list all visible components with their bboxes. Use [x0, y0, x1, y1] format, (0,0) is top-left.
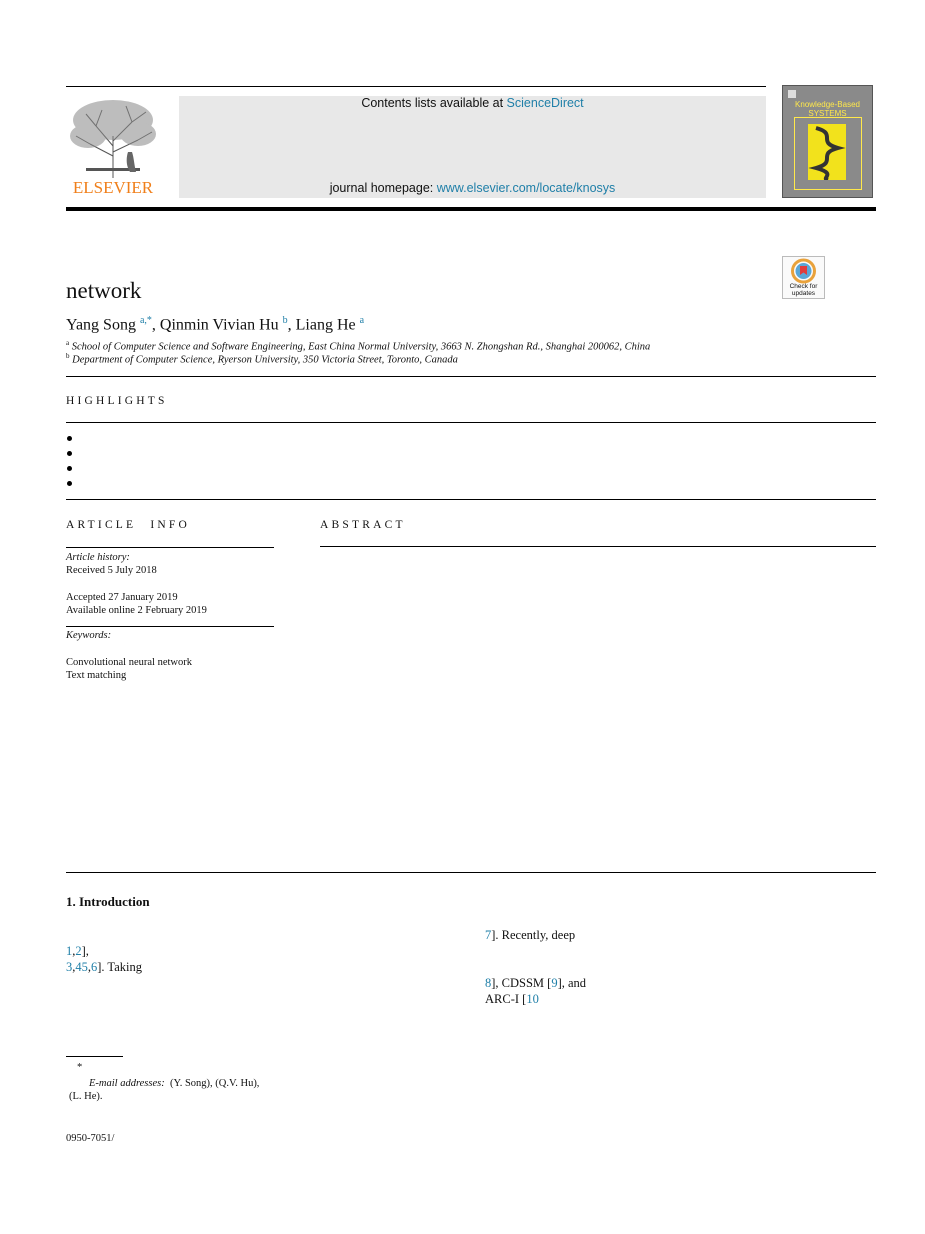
divider — [66, 872, 876, 873]
article-title: network — [66, 278, 142, 303]
article-info-heading: ARTICLE INFO — [66, 519, 190, 531]
citation-link[interactable]: 9 — [551, 976, 558, 990]
cover-title-1: Knowledge-Based — [795, 100, 860, 109]
intro-left-line: 3,45,6]. Taking — [66, 960, 142, 974]
journal-homepage-line: journal homepage: www.elsevier.com/locate/knosys — [329, 181, 616, 195]
highlight-bullet — [67, 451, 72, 456]
cover-logo-icon — [788, 90, 796, 98]
online-date: Available online 2 February 2019 — [66, 605, 207, 616]
intro-left-line: 1,2], — [66, 944, 89, 958]
highlight-bullet — [67, 466, 72, 471]
header-top-rule — [66, 86, 766, 87]
citation-link[interactable]: 8 — [485, 976, 492, 990]
divider — [66, 422, 876, 423]
elsevier-wordmark: ELSEVIER — [72, 178, 154, 197]
affiliation: $^a$ School of Computer Science and Software Engineering, East China Normal University, 3663 N. Zhongshan Rd., Shanghai 200062, China — [66, 339, 651, 353]
accepted-date: Accepted 27 January 2019 — [66, 592, 178, 603]
footnote-rule — [66, 1056, 123, 1057]
highlight-bullet — [67, 481, 72, 486]
author-name: Liang He — [295, 316, 356, 334]
keywords-label: Keywords: — [66, 630, 112, 641]
divider — [66, 376, 876, 377]
citation-link[interactable]: 1 — [66, 944, 73, 958]
footnote-emails: E-mail addresses: (Y. Song), (Q.V. Hu), — [89, 1078, 260, 1089]
citation-link[interactable]: 3 — [66, 960, 73, 974]
author-list: Yang Song $^{a,*}$, Qinmin Vivian Hu $^b$, Liang He $^a$ — [66, 315, 365, 334]
divider — [66, 547, 274, 548]
check-for-updates-badge[interactable]: Check for updates — [782, 256, 825, 299]
citation-link[interactable]: 7 — [485, 928, 492, 942]
issn: 0950-7051/ — [66, 1133, 115, 1144]
author-name: Qinmin Vivian Hu — [159, 316, 279, 334]
affiliation-link-a[interactable]: a — [359, 315, 365, 326]
footnote-emails-cont: (L. He). — [69, 1091, 103, 1102]
journal-header-box — [179, 96, 766, 198]
journal-cover — [782, 85, 873, 198]
cover-title-2: SYSTEMS — [808, 109, 847, 118]
citation-link[interactable]: 6 — [91, 960, 98, 974]
keyword: Convolutional neural network — [66, 657, 192, 668]
affiliation-link-b[interactable]: b — [282, 315, 288, 326]
citation-link[interactable]: 10 — [526, 992, 539, 1006]
divider — [66, 499, 876, 500]
history-label: Article history: — [66, 552, 130, 563]
author-name: Yang Song — [66, 316, 136, 334]
check-updates-icon — [783, 258, 824, 284]
elsevier-logo — [66, 96, 160, 198]
elsevier-tree-icon — [66, 96, 160, 180]
journal-homepage-link[interactable]: www.elsevier.com/locate/knosys — [436, 181, 616, 195]
corresponding-author-link[interactable]: * — [146, 315, 152, 326]
divider — [320, 546, 876, 547]
cover-helix-icon — [808, 124, 846, 180]
section-heading: 1. Introduction — [66, 894, 150, 909]
contents-available-line: Contents lists available at ScienceDirect — [361, 96, 584, 110]
received-date: Received 5 July 2018 — [66, 565, 157, 576]
keyword: Text matching — [66, 670, 127, 681]
cover-image — [808, 124, 846, 180]
header-thick-rule — [66, 207, 876, 211]
intro-right-line: 8], CDSSM [9], and — [485, 976, 587, 990]
intro-right-line: 7]. Recently, deep — [485, 928, 576, 942]
citation-link[interactable]: 45 — [75, 960, 88, 974]
abstract-heading: ABSTRACT — [320, 519, 406, 531]
affiliation-link-a[interactable]: a, — [139, 315, 147, 326]
sciencedirect-link[interactable]: ScienceDirect — [506, 96, 584, 110]
divider — [66, 626, 274, 627]
footnote-star: * — [77, 1062, 83, 1073]
citation-link[interactable]: 2 — [75, 944, 82, 958]
intro-right-line: ARC-I [10 — [485, 992, 539, 1006]
highlights-heading: HIGHLIGHTS — [66, 395, 168, 407]
highlight-bullet — [67, 436, 72, 441]
affiliation: $^b$ Department of Computer Science, Ryerson University, 350 Victoria Street, Toronto, Canada — [66, 352, 458, 366]
